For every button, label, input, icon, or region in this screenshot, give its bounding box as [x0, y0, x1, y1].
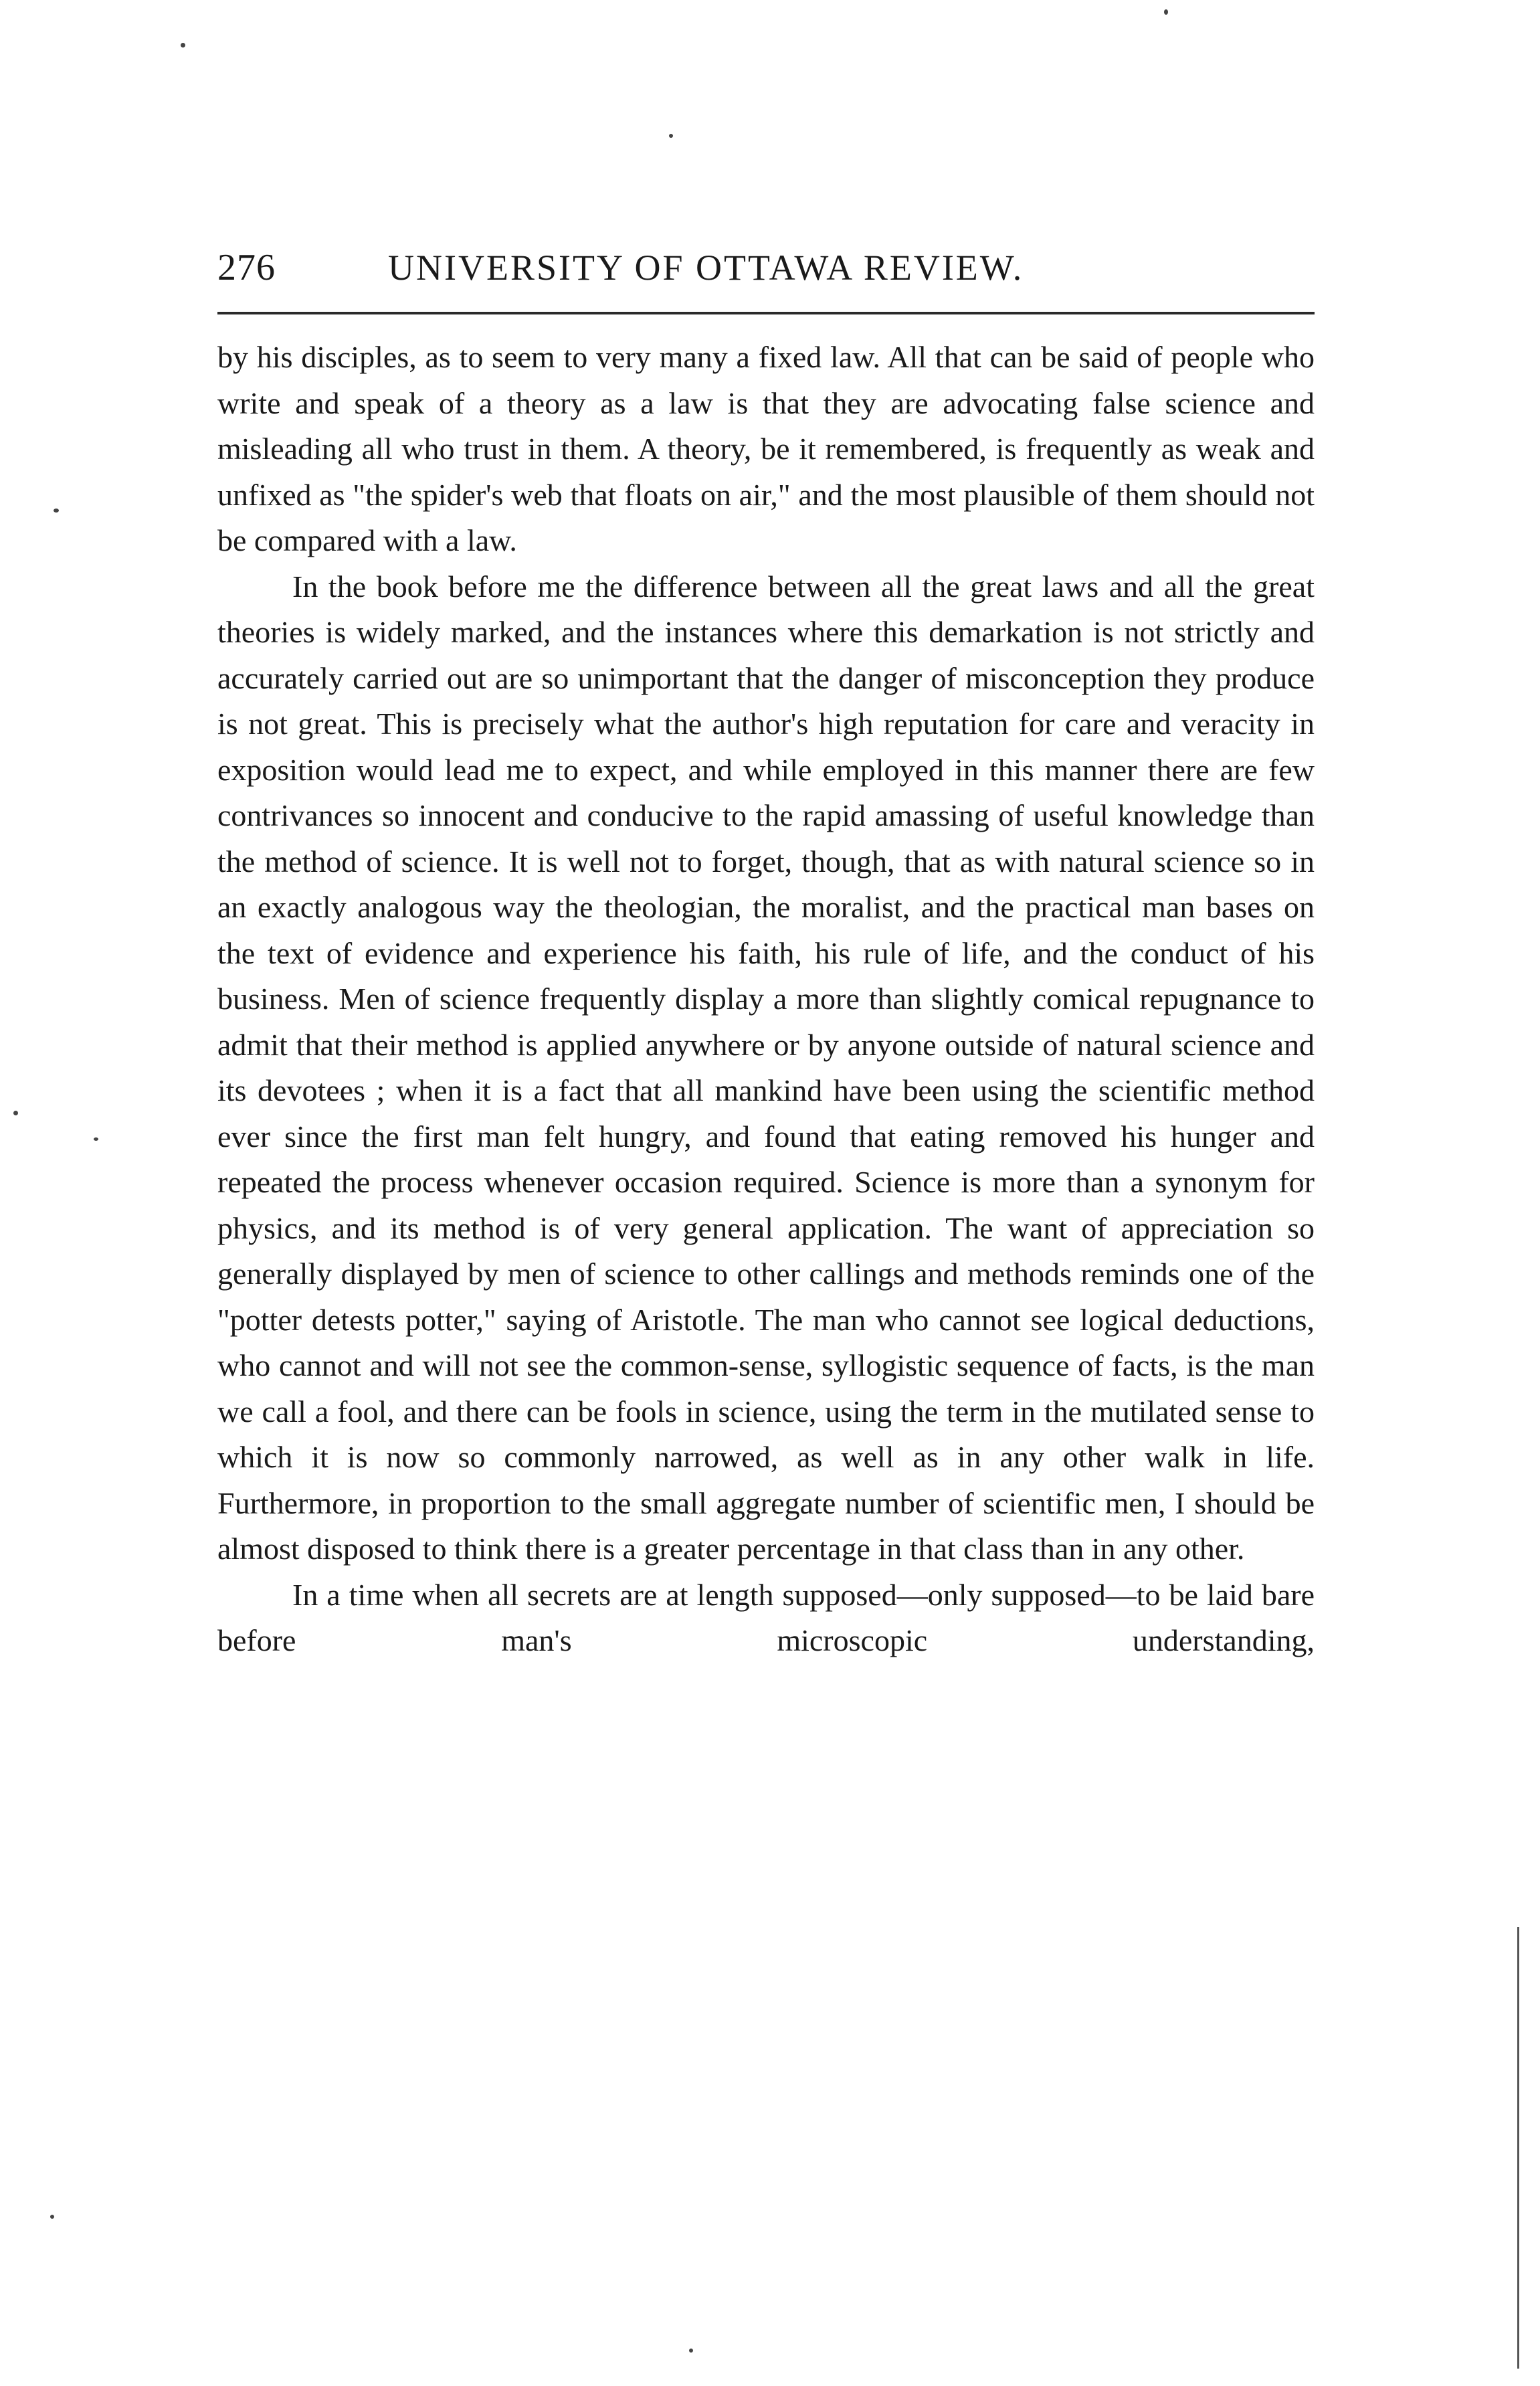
scan-speck	[669, 134, 673, 138]
scan-speck	[94, 1137, 98, 1141]
scan-speck	[13, 1111, 18, 1115]
article-body	[217, 335, 1315, 1664]
page-number: 276	[217, 247, 276, 288]
running-title: UNIVERSITY OF OTTAWA REVIEW.	[388, 248, 1024, 288]
scan-speck	[181, 43, 185, 48]
paragraph-3: In a time when all secrets are at length supposed—only supposed—to be laid bare before man's microscopic understanding,	[217, 1577, 1315, 1657]
paragraph-1: by his disciples, as to seem to very many a fixed law. All that can be said of people who write and speak of a theory as a law is that they are advocating false science and misleading all who trust in them. A theory, be it remembered, is frequently as weak and unfixed as "the spider's web that floats on air," and the most plausible of them should not be compared with a law.	[217, 340, 1315, 557]
header-rule	[217, 312, 1315, 314]
scan-speck	[689, 2349, 693, 2353]
paragraph-2: In the book before me the difference between all the great laws and all the great theories is widely marked, and the instances where this demarkation is not strictly and accurately carried out are so unimportant that the danger of misconception they produce is not great. This is precisely what the author's high reputation for care and veracity in exposition would lead me to expect, and while employed in this manner there are few contrivances so innocent and conducive to the rapid amassing of useful knowledge than the method of science. It is well not to forget, though, that as with natural science so in an exactly analogous way the theologian, the moralist, and the practical man bases on the text of evidence and experience his faith, his rule of life, and the conduct of his business. Men of science frequently display a more than slightly comical repugnance to admit that their method is applied anywhere or by anyone outside of natural science and its devotees ; when it is a fact that all mankind have been using the scientific method ever since the first man felt hungry, and found that eating removed his hunger and repeated the process whenever occasion required. Science is more than a synonym for physics, and its method is of very general application. The want of appreciation so generally displayed by men of science to other callings and methods reminds one of the "potter detests potter," saying of Aristotle. The man who cannot see logical deductions, who cannot and will not see the common-sense, syllogistic sequence of facts, is the man we call a fool, and there can be fools in science, using the term in the mutilated sense to which it is now so commonly narrowed, as well as in any other walk in life. Furthermore, in proportion to the small aggregate number of scientific men, I should be almost disposed to think there is a greater percentage in that class than in any other.	[217, 569, 1315, 1566]
scan-speck	[50, 2215, 54, 2219]
scan-speck	[1164, 9, 1168, 15]
page-header	[217, 241, 1315, 294]
scan-speck	[54, 509, 59, 513]
scan-edge-line	[1517, 1927, 1519, 2369]
